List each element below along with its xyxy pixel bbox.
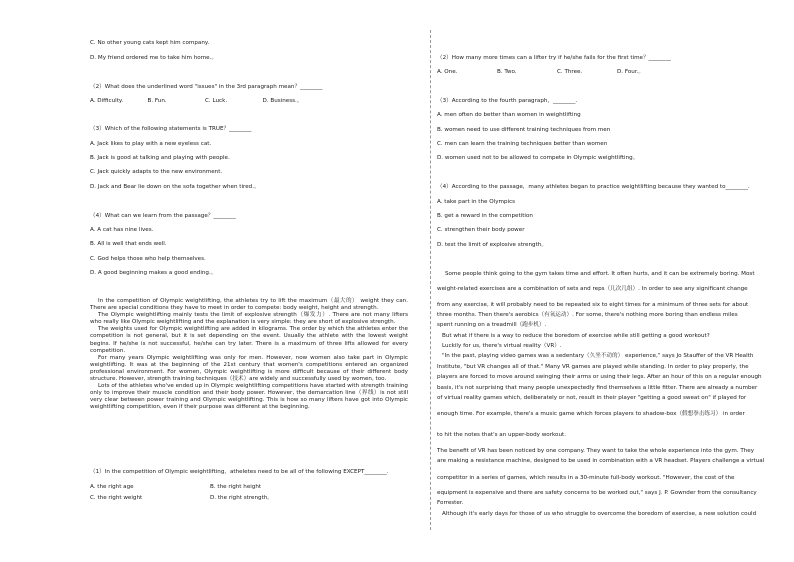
passage-line: to hit the notes that's an upper-body workout. <box>437 432 566 438</box>
passage-line: enough time. For example, there's a music game which forces players to shadow-box（假想拳击练习） in order <box>437 411 745 417</box>
question-stem: （4）According to the passage，many athletes began to practice weightlifting because they wanted to________. <box>437 184 750 190</box>
passage-line: spent running on a treadmill（跑步机）. <box>437 322 547 328</box>
option-c: C. Jack quickly adapts to the new environment. <box>90 169 223 175</box>
passage-paragraph: Lots of the athletes who've ended up in Olympic weightlifting competitions have started with strength training only to improve their muscle condition and their body power. However, the demarcation line（界线）is not still very clear between power training and Olympic weightlifting. This is how so many lifters have got into Olympic weightlifting competition, even if their purpose was different at the beginning. <box>90 383 408 411</box>
option-d: D. Business.。 <box>262 98 303 104</box>
column-divider <box>430 30 431 530</box>
option-b: B. get a reward in the competition <box>437 213 533 219</box>
option-d: D. Jack and Bear lie down on the sofa together when tired.。 <box>90 184 260 190</box>
option-d: D. the right strength。 <box>210 495 273 501</box>
option-a: A. One. <box>437 69 458 75</box>
option-b: B. Fun. <box>147 98 167 104</box>
passage-line: The benefit of VR has been noticed by one company. They want to take the whole experience into the gym. They <box>437 448 755 454</box>
option-grid <box>90 484 350 502</box>
passage-line: three months. Then there's aerobics（有氧运动）. For some, there's nothing more boring than endless miles <box>437 312 738 318</box>
passage-line: weight-related exercises are a combination of sets and reps（几次几组）. In order to see any significant change <box>437 286 748 292</box>
passage-line: Although it's early days for those of us who struggle to overcome the boredom of exercise, a new solution could <box>442 511 757 517</box>
option-c: C. No other young cats kept him company. <box>90 40 210 46</box>
passage-line: from any exercise, it will probably need to be repeated six to eight times for a minimum of three sets for about <box>437 302 749 308</box>
passage-line: Institute, "but VR changes all of that." Many VR games are played while standing. In order to play properly, the <box>437 364 749 370</box>
passage-line: competitor in a series of games, which results in a 30-minute full-body workout. "However, the cost of the <box>437 475 735 481</box>
option-a: A. take part in the Olympics <box>437 199 516 205</box>
passage-paragraph: In the competition of Olympic weightlifting, the athletes try to lift the maximum（最大的） weight they can. There are special conditions they have to meet in order to compete: body weight, height and strength. <box>90 298 408 312</box>
option-d: D. women used not to be allowed to compete in Olympic weightlifting。 <box>437 155 639 161</box>
question-stem: （1）In the competition of Olympic weightlifting，atheletes need to be all of the following EXCEPT________. <box>90 469 389 475</box>
option-c: C. God helps those who help themselves. <box>90 256 206 262</box>
option-b: B. All is well that ends well. <box>90 241 167 247</box>
passage-line: Forrester. <box>437 500 464 506</box>
option-c: C. Luck. <box>205 98 228 104</box>
passage-paragraph: The weights used for Olympic weightlifting are added in kilograms. The order by which the athletes enter the competition is not general, but it is set depending on the event. Usually the athlete with the lowest weight begins. If he/she is not successful, he/she can try later. There is a maximum of three lifts allowed for every competition. <box>90 326 408 354</box>
passage-paragraph: For many years Olympic weightlifting was only for men. However, now women also take part in Olympic weightlifting. It was at the beginning of the 21st century that women's competitions entered an organized professional environment. For women, Olympic weightlifting is more difficult because of their different body structure. However, strength training techniques（技术）are widely and successfully used by women, too. <box>90 354 408 383</box>
passage-line: But what if there is a way to reduce the boredom of exercise while still getting a good workout? <box>442 333 710 339</box>
option-a: A. A cat has nine lives. <box>90 227 154 233</box>
question-stem: （2）How many more times can a lifter try if he/she fails for the first time？________ <box>437 55 671 61</box>
question-stem: （4）What can we learn from the passage？________ <box>90 213 236 219</box>
passage-line: players are forced to move around swinging their arms or using their legs. After an hour of this on a regular enough <box>437 374 762 380</box>
passage-line: basis, it's not surprising that many people unexpectedly find themselves a little fitter. There are already a number <box>437 385 758 391</box>
option-a: A. Difficulty. <box>90 98 124 104</box>
option-row <box>437 69 677 76</box>
option-d: D. Four.。 <box>617 69 645 75</box>
passage-paragraph: The Olympic weightlifting mainly tests the limit of explosive strength（爆发力）. There are not many lifters who really like Olympic weightlifting and the explanation is very simple: they are short of explosive strength. <box>90 312 408 326</box>
option-a: A. the right age <box>90 484 134 490</box>
option-b: B. Jack is good at talking and playing with people. <box>90 155 230 161</box>
option-c: C. the right weight <box>90 495 143 501</box>
passage-line: "In the past, playing video games was a sedentary（久坐不动的） experience," says Jo Stauffer of the VR Health <box>442 353 754 359</box>
option-row <box>90 98 320 105</box>
option-c: C. Three. <box>557 69 583 75</box>
option-b: B. Two. <box>497 69 517 75</box>
option-a: A. Jack likes to play with a new eyeless cat. <box>90 141 212 147</box>
passage-line: Some people think going to the gym takes time and effort. It often hurts, and it can be extremely boring. Most <box>445 271 755 277</box>
option-d: D. test the limit of explosive strength。 <box>437 242 547 248</box>
passage-line: Luckily for us, there's virtual reality（VR）. <box>442 343 562 349</box>
option-a: A. men often do better than women in weightlifting <box>437 112 581 118</box>
option-b: B. the right height <box>210 484 262 490</box>
option-d: D. My friend ordered me to take him home.。 <box>90 55 217 61</box>
option-c: C. strengthen their body power <box>437 227 525 233</box>
passage-line: are making a resistance machine, designed to be used in combination with a VR headset. Players challenge a virtual <box>437 458 765 464</box>
option-c: C. men can learn the training techniques better than women <box>437 141 608 147</box>
passage-line: equipment is expensive and there are safety concerns to be worked out," says J. P. Gownder from the consultancy <box>437 490 757 496</box>
reading-passage <box>90 298 408 412</box>
question-stem: （3）According to the fourth paragraph，________. <box>437 98 578 104</box>
question-stem: （2）What does the underlined word "issues" in the 3rd paragraph mean？________ <box>90 84 323 90</box>
option-d: D. A good beginning makes a good ending.。 <box>90 270 217 276</box>
passage-line: of virtual reality games which, deliberately or not, result in their player "getting a good sweat on" if played for <box>437 395 747 401</box>
option-b: B. women need to use different training techniques from men <box>437 127 611 133</box>
question-stem: （3）Which of the following statements is TRUE？________ <box>90 126 252 132</box>
